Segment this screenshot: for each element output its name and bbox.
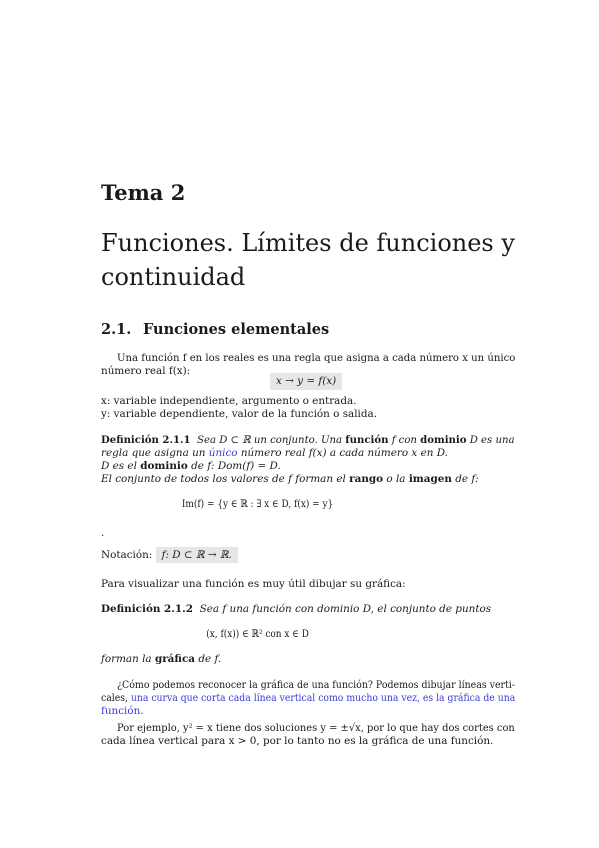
- definition-2-text: forman la: [101, 653, 155, 665]
- notation-label: Notación:: [101, 549, 153, 561]
- chapter-title-line-1: Funciones. Límites de funciones y: [101, 229, 515, 257]
- definition-1-text: de f:: [451, 473, 479, 485]
- section-heading: [101, 321, 329, 338]
- definition-1-text: D es una: [466, 434, 515, 446]
- section-title: Funciones elementales: [143, 321, 330, 338]
- definition-1-text: número real f(x) a cada número x en D.: [237, 447, 448, 459]
- graph-formula: (x, f(x)) ∈ ℝ² con x ∈ D: [206, 628, 309, 640]
- definition-1-label: Definición 2.1.1: [101, 434, 191, 446]
- definition-2-line-2: [101, 653, 221, 666]
- term-funcion: función: [345, 434, 389, 446]
- definition-1-text: Sea D ⊂ ℝ un conjunto. Una: [197, 434, 346, 446]
- vertical-line-test-link-end[interactable]: función.: [101, 705, 144, 717]
- x-variable-line: x: variable independiente, argumento o entrada.: [101, 395, 357, 407]
- definition-1-text: de f: Dom(f) = D.: [187, 460, 281, 472]
- definition-1-text: regla que asigna un: [101, 447, 209, 459]
- section-number: 2.1.: [101, 321, 132, 338]
- chapter-title: [101, 226, 515, 294]
- vertical-line-test-link[interactable]: una curva que corta cada línea vertical como mucho una vez, es la gráfica de una: [130, 692, 516, 704]
- term-grafica: gráfica: [154, 653, 196, 665]
- definition-1-text: o la: [383, 473, 409, 485]
- chapter-title-line-2: continuidad: [101, 263, 246, 291]
- term-imagen: imagen: [408, 473, 452, 485]
- definition-1-text: f con: [388, 434, 421, 446]
- notation-line: [101, 549, 238, 562]
- y-variable-line: y: variable dependiente, valor de la función o salida.: [101, 408, 378, 420]
- definition-1-line-2: [101, 447, 448, 460]
- definition-1-line-1: [101, 434, 515, 447]
- definition-2-label: Definición 2.1.2: [101, 603, 193, 615]
- paragraph-1-line-2: [101, 692, 515, 705]
- definition-2-line-1: [101, 603, 491, 616]
- paragraph-2-line-2: cada línea vertical para x > 0, por lo tanto no es la gráfica de una función.: [101, 735, 494, 747]
- definition-1-line-4: [101, 473, 479, 486]
- stray-dot: .: [101, 527, 105, 539]
- definition-1-text: El conjunto de todos los valores de f forman el: [101, 473, 350, 485]
- paragraph-1-text: cales,: [101, 692, 131, 704]
- term-dominio: dominio: [420, 434, 467, 446]
- visualize-line: Para visualizar una función es muy útil dibujar su gráfica:: [101, 578, 406, 590]
- definition-1-line-3: [101, 460, 281, 473]
- definition-2-text: de f.: [195, 653, 222, 665]
- chapter-label: Tema 2: [101, 180, 186, 205]
- definition-1-text: D es el: [101, 460, 141, 472]
- notation-formula-box: f: D ⊂ ℝ → ℝ.: [156, 547, 238, 563]
- intro-line-2: número real f(x):: [101, 365, 191, 377]
- paragraph-2-line-1: Por ejemplo, y² = x tiene dos soluciones y = ±√x, por lo que hay dos cortes con: [117, 722, 515, 734]
- intro-line-1: Una función f en los reales es una regla que asigna a cada número x un único: [117, 352, 516, 364]
- unico-link[interactable]: único: [208, 447, 238, 459]
- term-dominio: dominio: [140, 460, 188, 472]
- paragraph-1-line-1: ¿Cómo podemos reconocer la gráfica de una función? Podemos dibujar líneas verti-: [117, 679, 515, 691]
- term-rango: rango: [349, 473, 384, 485]
- definition-2-text: Sea f una función con dominio D, el conjunto de puntos: [199, 603, 492, 615]
- image-formula: Im(f) = {y ∈ ℝ : ∃ x ∈ D, f(x) = y}: [181, 498, 334, 510]
- function-formula-box: x → y = f(x): [270, 373, 342, 390]
